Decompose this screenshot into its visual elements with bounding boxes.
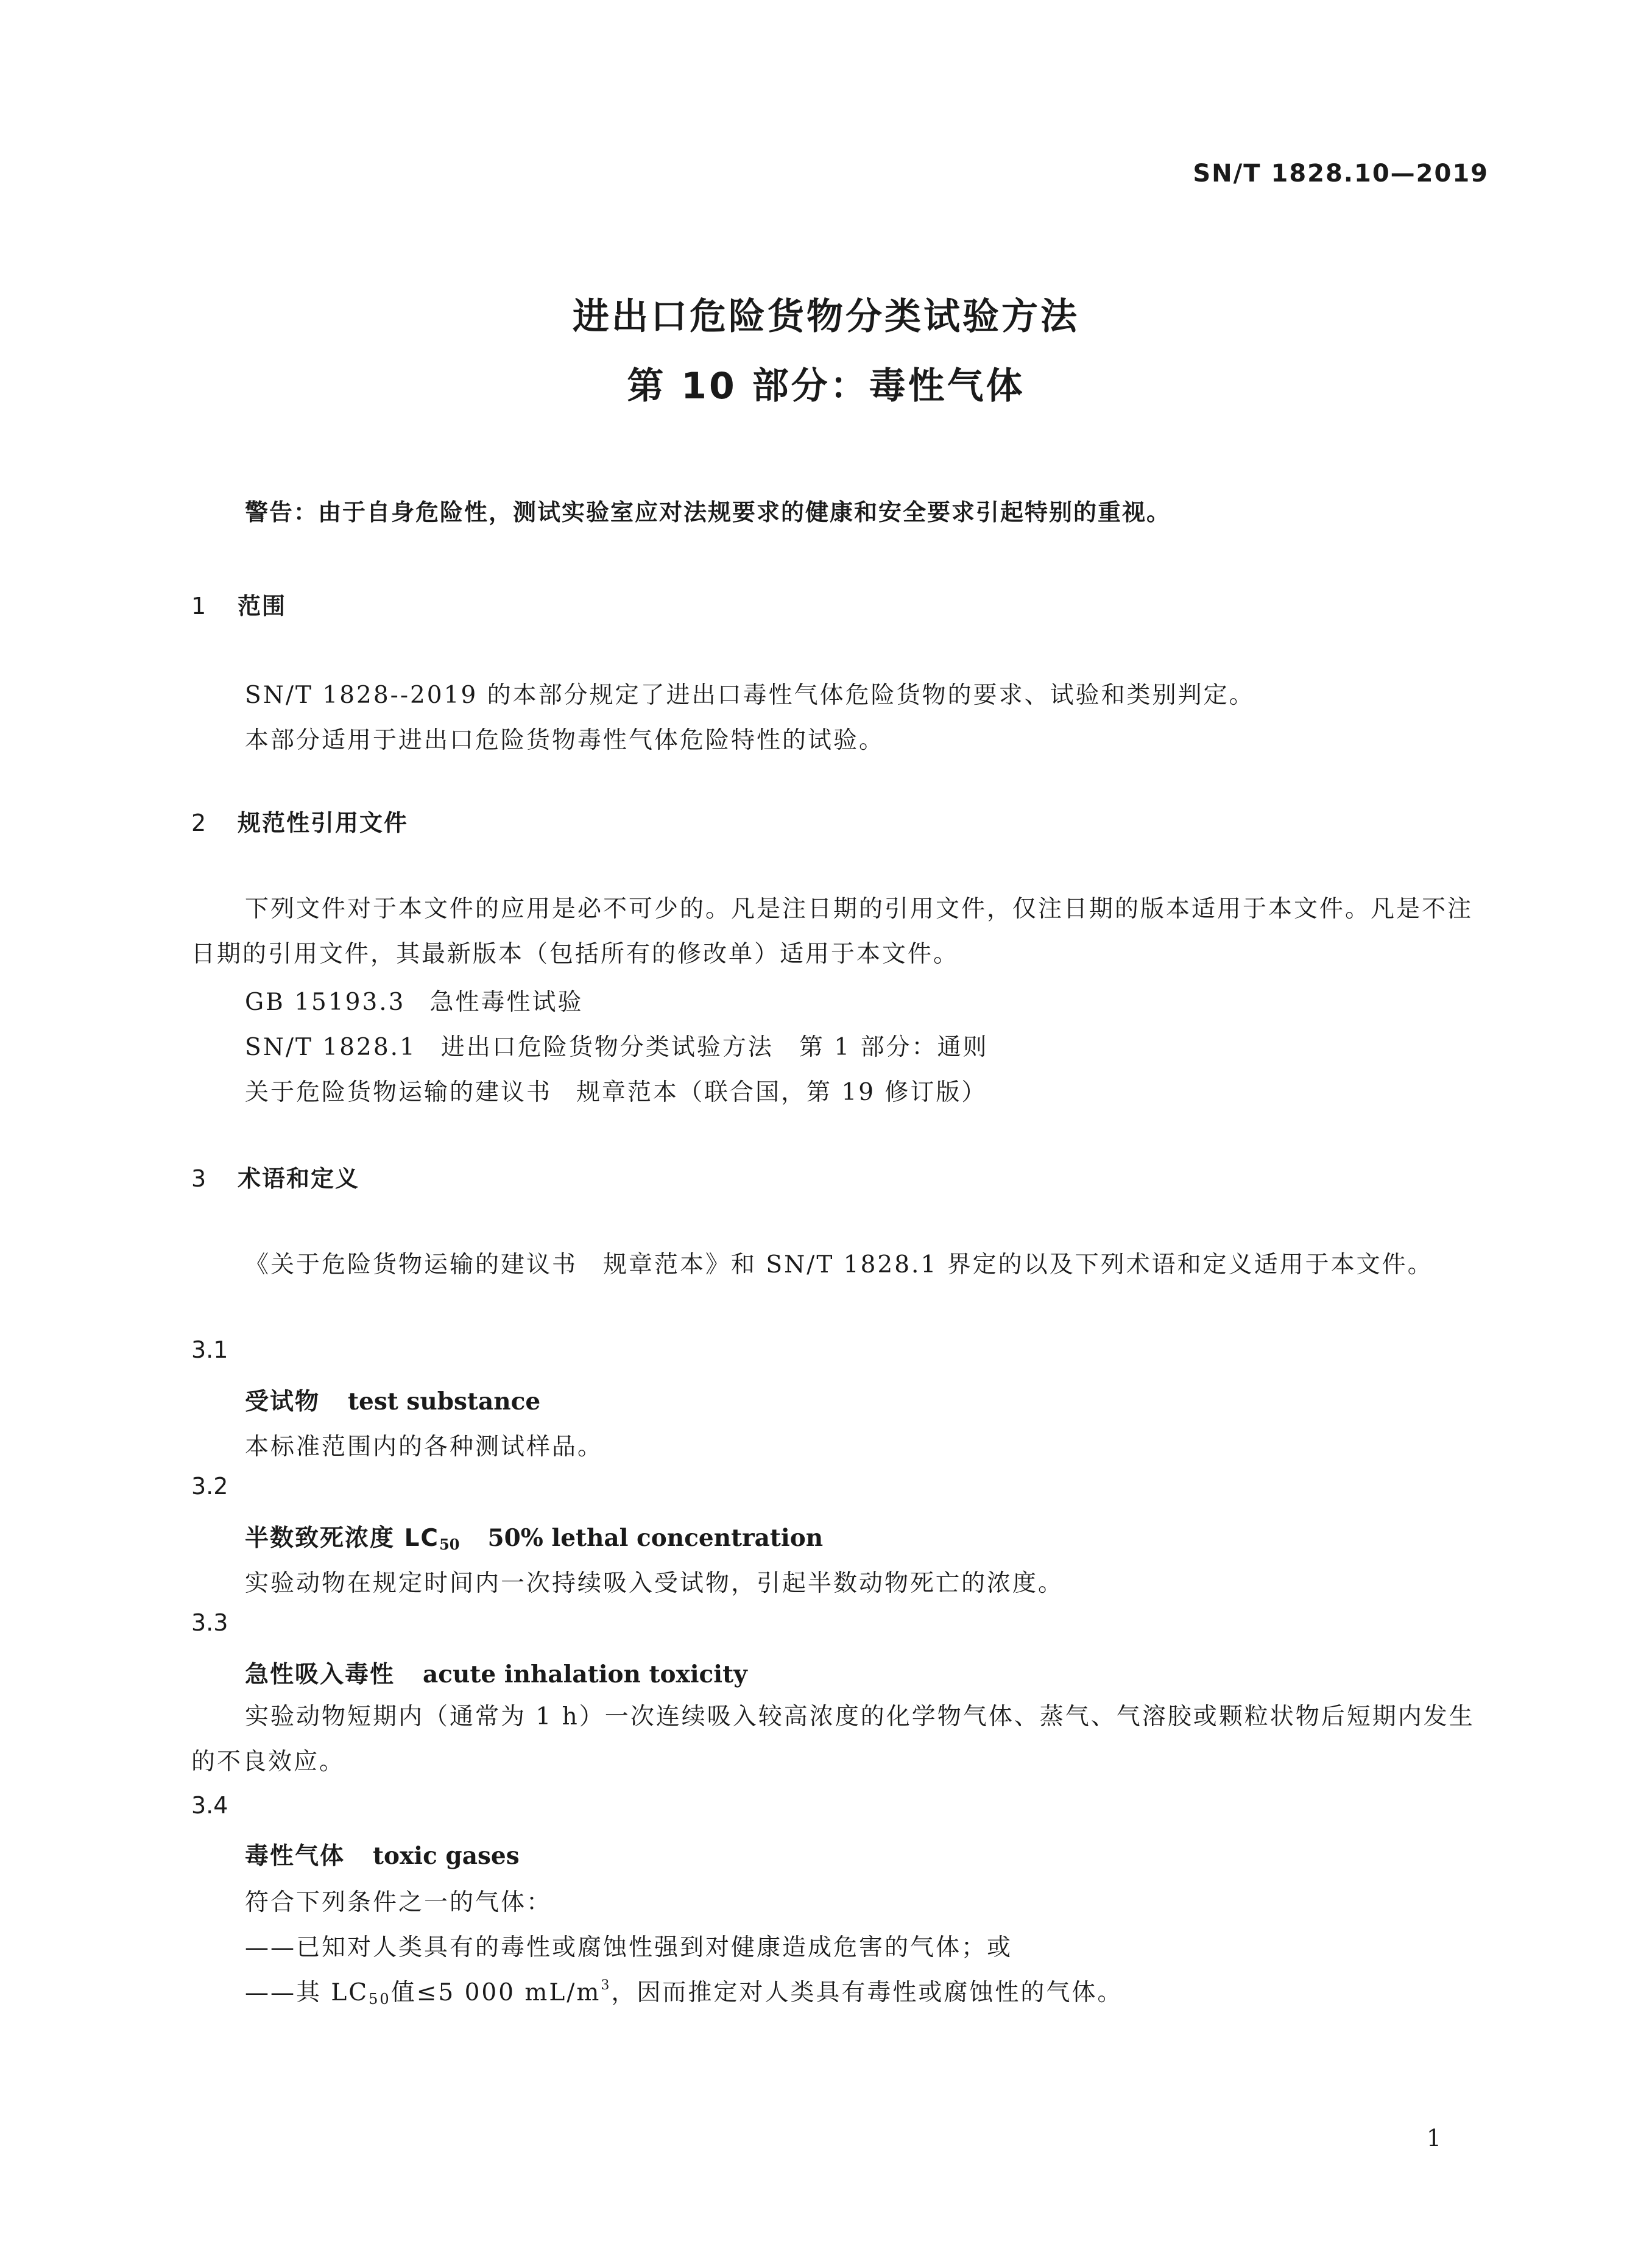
term-en: 50% lethal concentration — [487, 1524, 824, 1552]
term-en: toxic gases — [373, 1842, 520, 1870]
term-definition: 实验动物在规定时间内一次持续吸入受试物，引起半数动物死亡的浓度。 — [245, 1570, 1064, 1597]
reference-code: 关于危险货物运输的建议书 — [245, 1079, 552, 1106]
list-text: ，因而推定对人类具有毒性或腐蚀性的气体。 — [611, 1979, 1123, 2006]
term-en: test substance — [348, 1388, 541, 1416]
term-entry — [245, 1383, 540, 1417]
list-item — [245, 1974, 1123, 2008]
reference-code: GB 15193.3 — [245, 989, 406, 1016]
term-zh: 急性吸入毒性 — [245, 1661, 395, 1688]
section-2-paragraph: 下列文件对于本文件的应用是必不可少的。凡是注日期的引用文件，仅注日期的版本适用于本文件。凡是不注日期的引用文件，其最新版本（包括所有的修改单）适用于本文件。 — [191, 895, 1474, 968]
reference-item — [245, 983, 584, 1017]
page-number: 1 — [1426, 2125, 1441, 2151]
section-1-paragraph-2: 本部分适用于进出口危险货物毒性气体危险特性的试验。 — [245, 727, 885, 754]
clause-number: 3.2 — [191, 1473, 228, 1500]
superscript: 3 — [601, 1978, 612, 1993]
standard-code: SN/T 1828.10—2019 — [1193, 160, 1489, 188]
section-3-intro: 《关于危险货物运输的建议书 规章范本》和 SN/T 1828.1 界定的以及下列术语和定义适用于本文件。 — [245, 1251, 1433, 1279]
section-1-heading — [191, 587, 286, 621]
reference-item — [245, 1028, 988, 1062]
term-definition: 本标准范围内的各种测试样品。 — [245, 1433, 604, 1461]
section-title: 规范性引用文件 — [238, 810, 409, 836]
title-line-2: 第 10 部分：毒性气体 — [627, 365, 1025, 407]
reference-title: 急性毒性试验 — [429, 989, 584, 1016]
subscript: 50 — [369, 1991, 391, 2008]
term-entry — [245, 1837, 520, 1871]
term-subscript: 50 — [439, 1536, 460, 1553]
title-line-1: 进出口危险货物分类试验方法 — [573, 295, 1079, 338]
section-3-heading — [191, 1160, 359, 1193]
section-1-paragraph-1: SN/T 1828--2019 的本部分规定了进出口毒性气体危险货物的要求、试验和类别判定。 — [245, 682, 1255, 709]
section-number: 1 — [191, 593, 208, 619]
term-zh: 半数致死浓度 LC — [245, 1525, 440, 1552]
term-zh: 受试物 — [245, 1388, 320, 1416]
term-en: acute inhalation toxicity — [423, 1660, 747, 1688]
list-text: ——其 LC — [245, 1979, 369, 2006]
term-entry — [245, 1656, 747, 1690]
clause-number: 3.1 — [191, 1336, 228, 1363]
section-title: 术语和定义 — [238, 1165, 360, 1192]
term-definition: 实验动物短期内（通常为 1 h）一次连续吸入较高浓度的化学物气体、蒸气、气溶胶或颗粒状物后短期内发生的不良效应。 — [191, 1703, 1475, 1776]
section-2-heading — [191, 804, 408, 838]
section-number: 2 — [191, 810, 208, 836]
reference-item — [245, 1073, 987, 1107]
reference-code: SN/T 1828.1 — [245, 1034, 417, 1061]
section-title: 范围 — [238, 593, 287, 619]
list-item: ——已知对人类具有的毒性或腐蚀性强到对健康造成危害的气体；或 — [245, 1934, 1013, 1961]
reference-title: 规章范本（联合国，第 19 修订版） — [576, 1079, 987, 1106]
section-number: 3 — [191, 1165, 208, 1192]
list-text: 值≤5 000 mL/m — [390, 1979, 601, 2006]
warning-notice: 警告：由于自身危险性，测试实验室应对法规要求的健康和安全要求引起特别的重视。 — [245, 499, 1171, 526]
term-definition: 符合下列条件之一的气体： — [245, 1889, 552, 1916]
clause-number: 3.4 — [191, 1792, 228, 1819]
clause-number: 3.3 — [191, 1609, 228, 1636]
term-entry — [245, 1519, 823, 1553]
term-zh: 毒性气体 — [245, 1843, 345, 1870]
reference-title: 进出口危险货物分类试验方法 第 1 部分：通则 — [440, 1034, 989, 1061]
